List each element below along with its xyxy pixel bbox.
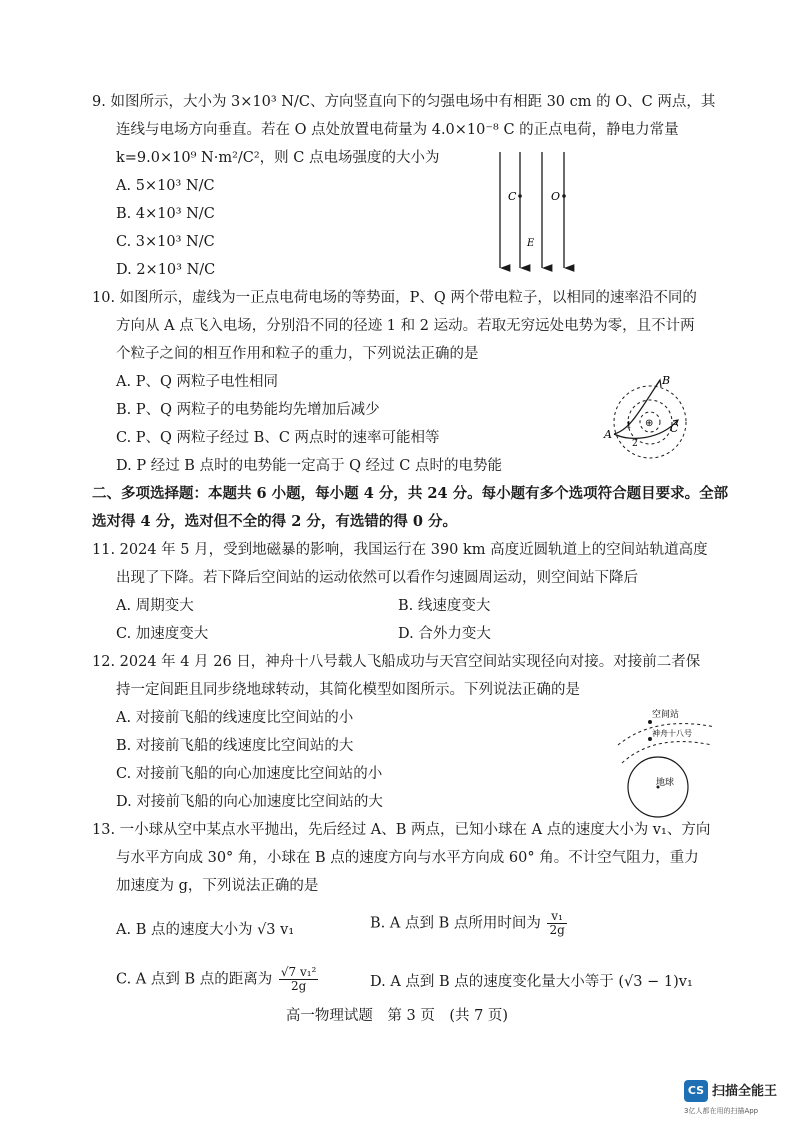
q9-option-a: A. 5×10³ N/C xyxy=(116,178,215,194)
q12-option-d: D. 对接前飞船的向心加速度比空间站的大 xyxy=(116,794,383,810)
q10-stem-line3: 个粒子之间的相互作用和粒子的重力，下列说法正确的是 xyxy=(116,346,479,362)
q12-stem-line1: 12. 2024 年 4 月 26 日，神舟十八号载人飞船成功与天宫空间站实现径向对接。对接前二者保 xyxy=(92,654,701,670)
q10-stem-line1: 10. 如图所示，虚线为一正点电荷电场的等势面，P、Q 两个带电粒子，以相同的速率沿不同的 xyxy=(92,290,697,306)
label-path-2: 2 xyxy=(632,439,638,449)
section2-heading-line2: 选对得 4 分，选对但不全的得 2 分，有选错的得 0 分。 xyxy=(92,513,458,530)
q10-stem-line2: 方向从 A 点飞入电场，分别沿不同的径迹 1 和 2 运动。若取无穷远处电势为零，且不计两 xyxy=(116,318,695,334)
q11-stem-line1: 11. 2024 年 5 月，受到地磁暴的影响，我国运行在 390 km 高度近圆轨道上的空间站轨道高度 xyxy=(92,542,708,558)
fraction-denominator: 2g xyxy=(549,923,565,937)
label-c: C xyxy=(508,190,517,203)
q13-option-b-fraction xyxy=(547,910,566,937)
station-dot xyxy=(648,720,652,724)
ship-orbit xyxy=(622,742,712,763)
label-e: E xyxy=(527,238,535,249)
label-c: C xyxy=(670,422,679,435)
watermark-subtitle: 3亿人都在用的扫描App xyxy=(684,1107,759,1115)
q11-stem-line2: 出现了下降。若下降后空间站的运动依然可以看作匀速圆周运动，则空间站下降后 xyxy=(116,570,638,586)
point-c xyxy=(518,194,522,198)
arrow-head-icon xyxy=(656,380,661,387)
q12-orbit-diagram xyxy=(610,705,720,820)
label-a: A xyxy=(604,428,612,441)
q9-option-b: B. 4×10³ N/C xyxy=(116,206,215,222)
label-earth: 地球 xyxy=(656,778,675,788)
q13-option-d: D. A 点到 B 点的速度变化量大小等于 (√3 − 1)v₁ xyxy=(370,974,693,990)
q9-stem-line2: 连线与电场方向垂直。若在 O 点处放置电荷量为 4.0×10⁻⁸ C 的正点电荷，静电力常量 xyxy=(116,122,679,138)
positive-charge-icon: ⊕ xyxy=(645,418,654,429)
q12-option-c: C. 对接前飞船的向心加速度比空间站的小 xyxy=(116,766,383,782)
q11-option-b: B. 线速度变大 xyxy=(398,598,491,614)
watermark-title: 扫描全能王 xyxy=(712,1084,778,1099)
q9-option-d: D. 2×10³ N/C xyxy=(116,262,216,278)
q11-option-c: C. 加速度变大 xyxy=(116,626,209,642)
q13-option-c-text: C. A 点到 B 点的距离为 xyxy=(116,971,273,988)
q13-stem-line2: 与水平方向成 30° 角，小球在 B 点的速度方向与水平方向成 60° 角。不计空气阻力，重力 xyxy=(116,850,699,866)
q13-option-c xyxy=(116,966,320,993)
label-station: 空间站 xyxy=(652,710,680,720)
point-o xyxy=(562,194,566,198)
q12-option-b: B. 对接前飞船的线速度比空间站的大 xyxy=(116,738,354,754)
section2-heading-line1: 二、多项选择题：本题共 6 小题，每小题 4 分，共 24 分。每小题有多个选项符合题目要求。全部 xyxy=(92,485,729,502)
q10-option-d: D. P 经过 B 点时的电势能一定高于 Q 经过 C 点时的电势能 xyxy=(116,458,502,474)
label-path-1: 1 xyxy=(626,421,632,431)
q10-option-c: C. P、Q 两粒子经过 B、C 两点时的速率可能相等 xyxy=(116,430,440,446)
q9-option-c: C. 3×10³ N/C xyxy=(116,234,215,250)
q11-option-d: D. 合外力变大 xyxy=(398,626,491,642)
q13-stem-line1: 13. 一小球从空中某点水平抛出，先后经过 A、B 两点，已知小球在 A 点的速度大小为 v₁、方向 xyxy=(92,822,711,838)
label-ship: 神舟十八号 xyxy=(652,729,692,738)
q13-option-a: A. B 点的速度大小为 √3 v₁ xyxy=(116,922,295,938)
scanner-watermark xyxy=(684,1078,794,1118)
q9-stem-line1: 9. 如图所示，大小为 3×10³ N/C、方向竖直向下的匀强电场中有相距 30 cm 的 O、C 两点，其 xyxy=(92,94,716,110)
q10-option-b: B. P、Q 两粒子的电势能均先增加后减少 xyxy=(116,402,380,418)
page-footer: 高一物理试题 第 3 页 (共 7 页) xyxy=(285,1008,509,1024)
q9-stem-line3: k=9.0×10⁹ N·m²/C²，则 C 点电场强度的大小为 xyxy=(116,150,440,166)
q13-stem-line3: 加速度为 g，下列说法正确的是 xyxy=(116,878,319,894)
q13-option-b-text: B. A 点到 B 点所用时间为 xyxy=(370,915,541,932)
label-b: B xyxy=(662,374,671,387)
q12-option-a: A. 对接前飞船的线速度比空间站的小 xyxy=(116,710,354,726)
camscanner-logo-icon: CS xyxy=(684,1080,708,1102)
q13-option-c-fraction xyxy=(279,966,319,993)
label-o: O xyxy=(551,190,561,203)
fraction-numerator: v₁ xyxy=(547,910,566,924)
q11-option-a: A. 周期变大 xyxy=(116,598,194,614)
q9-field-diagram xyxy=(490,150,580,275)
q10-option-a: A. P、Q 两粒子电性相同 xyxy=(116,374,278,390)
q13-option-b xyxy=(370,910,569,937)
fraction-numerator: √7 v₁² xyxy=(280,965,317,979)
fraction-denominator: 2g xyxy=(290,979,307,993)
q10-equipotential-diagram xyxy=(600,372,696,460)
q12-stem-line2: 持一定间距且同步绕地球转动，其简化模型如图所示。下列说法正确的是 xyxy=(116,682,580,698)
